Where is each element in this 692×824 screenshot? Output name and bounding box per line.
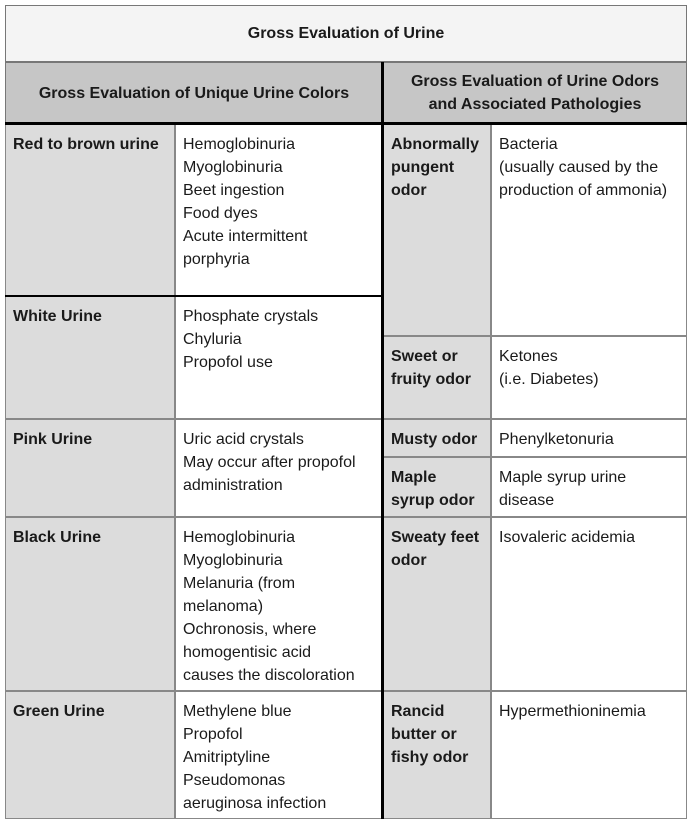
odor-value-line: Ketones — [499, 348, 558, 365]
odor-label-line: Sweet or — [391, 348, 458, 365]
color-label-line: White Urine — [13, 308, 102, 325]
color-label-black — [5, 517, 175, 691]
header-divider — [5, 122, 687, 125]
color-value-line: administration — [183, 477, 283, 494]
odor-label-sweaty-feet — [383, 517, 491, 691]
odor-values-rancid — [491, 691, 687, 819]
odor-value-line: Phenylketonuria — [499, 431, 614, 448]
odor-label-pungent — [383, 124, 491, 336]
color-value-line: Myoglobinuria — [183, 159, 283, 176]
color-value-line: Uric acid crystals — [183, 431, 304, 448]
color-label-line: Red to brown urine — [13, 136, 159, 153]
odor-label-musty — [383, 419, 491, 457]
odor-values-musty — [491, 419, 687, 457]
odor-label-line: odor — [391, 182, 427, 199]
odor-label-line: Sweaty feet — [391, 529, 480, 546]
color-values-green — [175, 691, 383, 819]
color-label-line: Pink Urine — [13, 431, 93, 448]
odor-label-maple — [383, 457, 491, 517]
color-value-line: Hemoglobinuria — [183, 529, 296, 546]
odor-values-maple — [491, 457, 687, 517]
color-value-line: Ochronosis, where — [183, 621, 317, 638]
color-values-red-brown — [175, 124, 383, 296]
color-value-line: Food dyes — [183, 205, 258, 222]
color-value-line: Methylene blue — [183, 703, 292, 720]
color-value-line: Pseudomonas — [183, 772, 286, 789]
odor-value-line: Isovaleric acidemia — [499, 529, 636, 546]
odor-values-sweet — [491, 336, 687, 419]
color-value-line: Propofol use — [183, 354, 273, 371]
odor-value-line: (i.e. Diabetes) — [499, 371, 599, 388]
odor-value-line: disease — [499, 492, 555, 509]
color-label-line: Green Urine — [13, 703, 105, 720]
color-value-line: May occur after propofol — [183, 454, 356, 471]
color-value-line: Acute intermittent — [183, 228, 308, 245]
color-value-line: melanoma) — [183, 598, 264, 615]
odor-value-line: Bacteria — [499, 136, 558, 153]
colors-header-text: Gross Evaluation of Unique Urine Colors — [38, 84, 350, 102]
table-title-text: Gross Evaluation of Urine — [247, 24, 445, 42]
odors-header — [383, 62, 687, 124]
color-value-line: Phosphate crystals — [183, 308, 319, 325]
color-value-line: porphyria — [183, 251, 250, 268]
color-values-black — [175, 517, 383, 691]
odor-label-sweet — [383, 336, 491, 419]
odor-label-line: odor — [391, 552, 427, 569]
color-value-line: Beet ingestion — [183, 182, 285, 199]
color-values-pink — [175, 419, 383, 517]
color-value-line: Myoglobinuria — [183, 552, 283, 569]
odor-label-rancid — [383, 691, 491, 819]
color-value-line: causes the discoloration — [183, 667, 355, 684]
odor-label-line: fruity odor — [391, 371, 471, 388]
table-title — [5, 5, 687, 62]
color-value-line: Propofol — [183, 726, 243, 743]
color-label-white — [5, 296, 175, 419]
column-divider — [381, 62, 384, 819]
color-value-line: Chyluria — [183, 331, 242, 348]
color-value-line: Amitriptyline — [183, 749, 271, 766]
odor-label-line: fishy odor — [391, 749, 469, 766]
odor-value-line: Hypermethioninemia — [499, 703, 646, 720]
odor-value-line: production of ammonia) — [499, 182, 668, 199]
odor-label-line: syrup odor — [391, 492, 475, 509]
color-label-red-brown — [5, 124, 175, 296]
color-value-line: homogentisic acid — [183, 644, 312, 661]
row-divider — [5, 295, 383, 297]
odor-label-line: butter or — [391, 726, 457, 743]
odor-value-line: (usually caused by the — [499, 159, 659, 176]
odor-value-line: Maple syrup urine — [499, 469, 627, 486]
odor-values-pungent — [491, 124, 687, 336]
odor-label-line: pungent — [391, 159, 455, 176]
color-value-line: Melanuria (from — [183, 575, 296, 592]
odor-label-line: Musty odor — [391, 431, 478, 448]
odor-values-sweaty-feet — [491, 517, 687, 691]
color-value-line: aeruginosa infection — [183, 795, 327, 812]
odors-header-line: and Associated Pathologies — [428, 96, 642, 113]
color-label-line: Black Urine — [13, 529, 102, 546]
odor-label-line: Maple — [391, 469, 437, 486]
odor-label-line: Abnormally — [391, 136, 480, 153]
color-label-green — [5, 691, 175, 819]
colors-header — [5, 62, 383, 124]
color-value-line: Hemoglobinuria — [183, 136, 296, 153]
odors-header-line: Gross Evaluation of Urine Odors — [410, 73, 660, 90]
color-label-pink — [5, 419, 175, 517]
odor-label-line: Rancid — [391, 703, 445, 720]
color-values-white — [175, 296, 383, 419]
